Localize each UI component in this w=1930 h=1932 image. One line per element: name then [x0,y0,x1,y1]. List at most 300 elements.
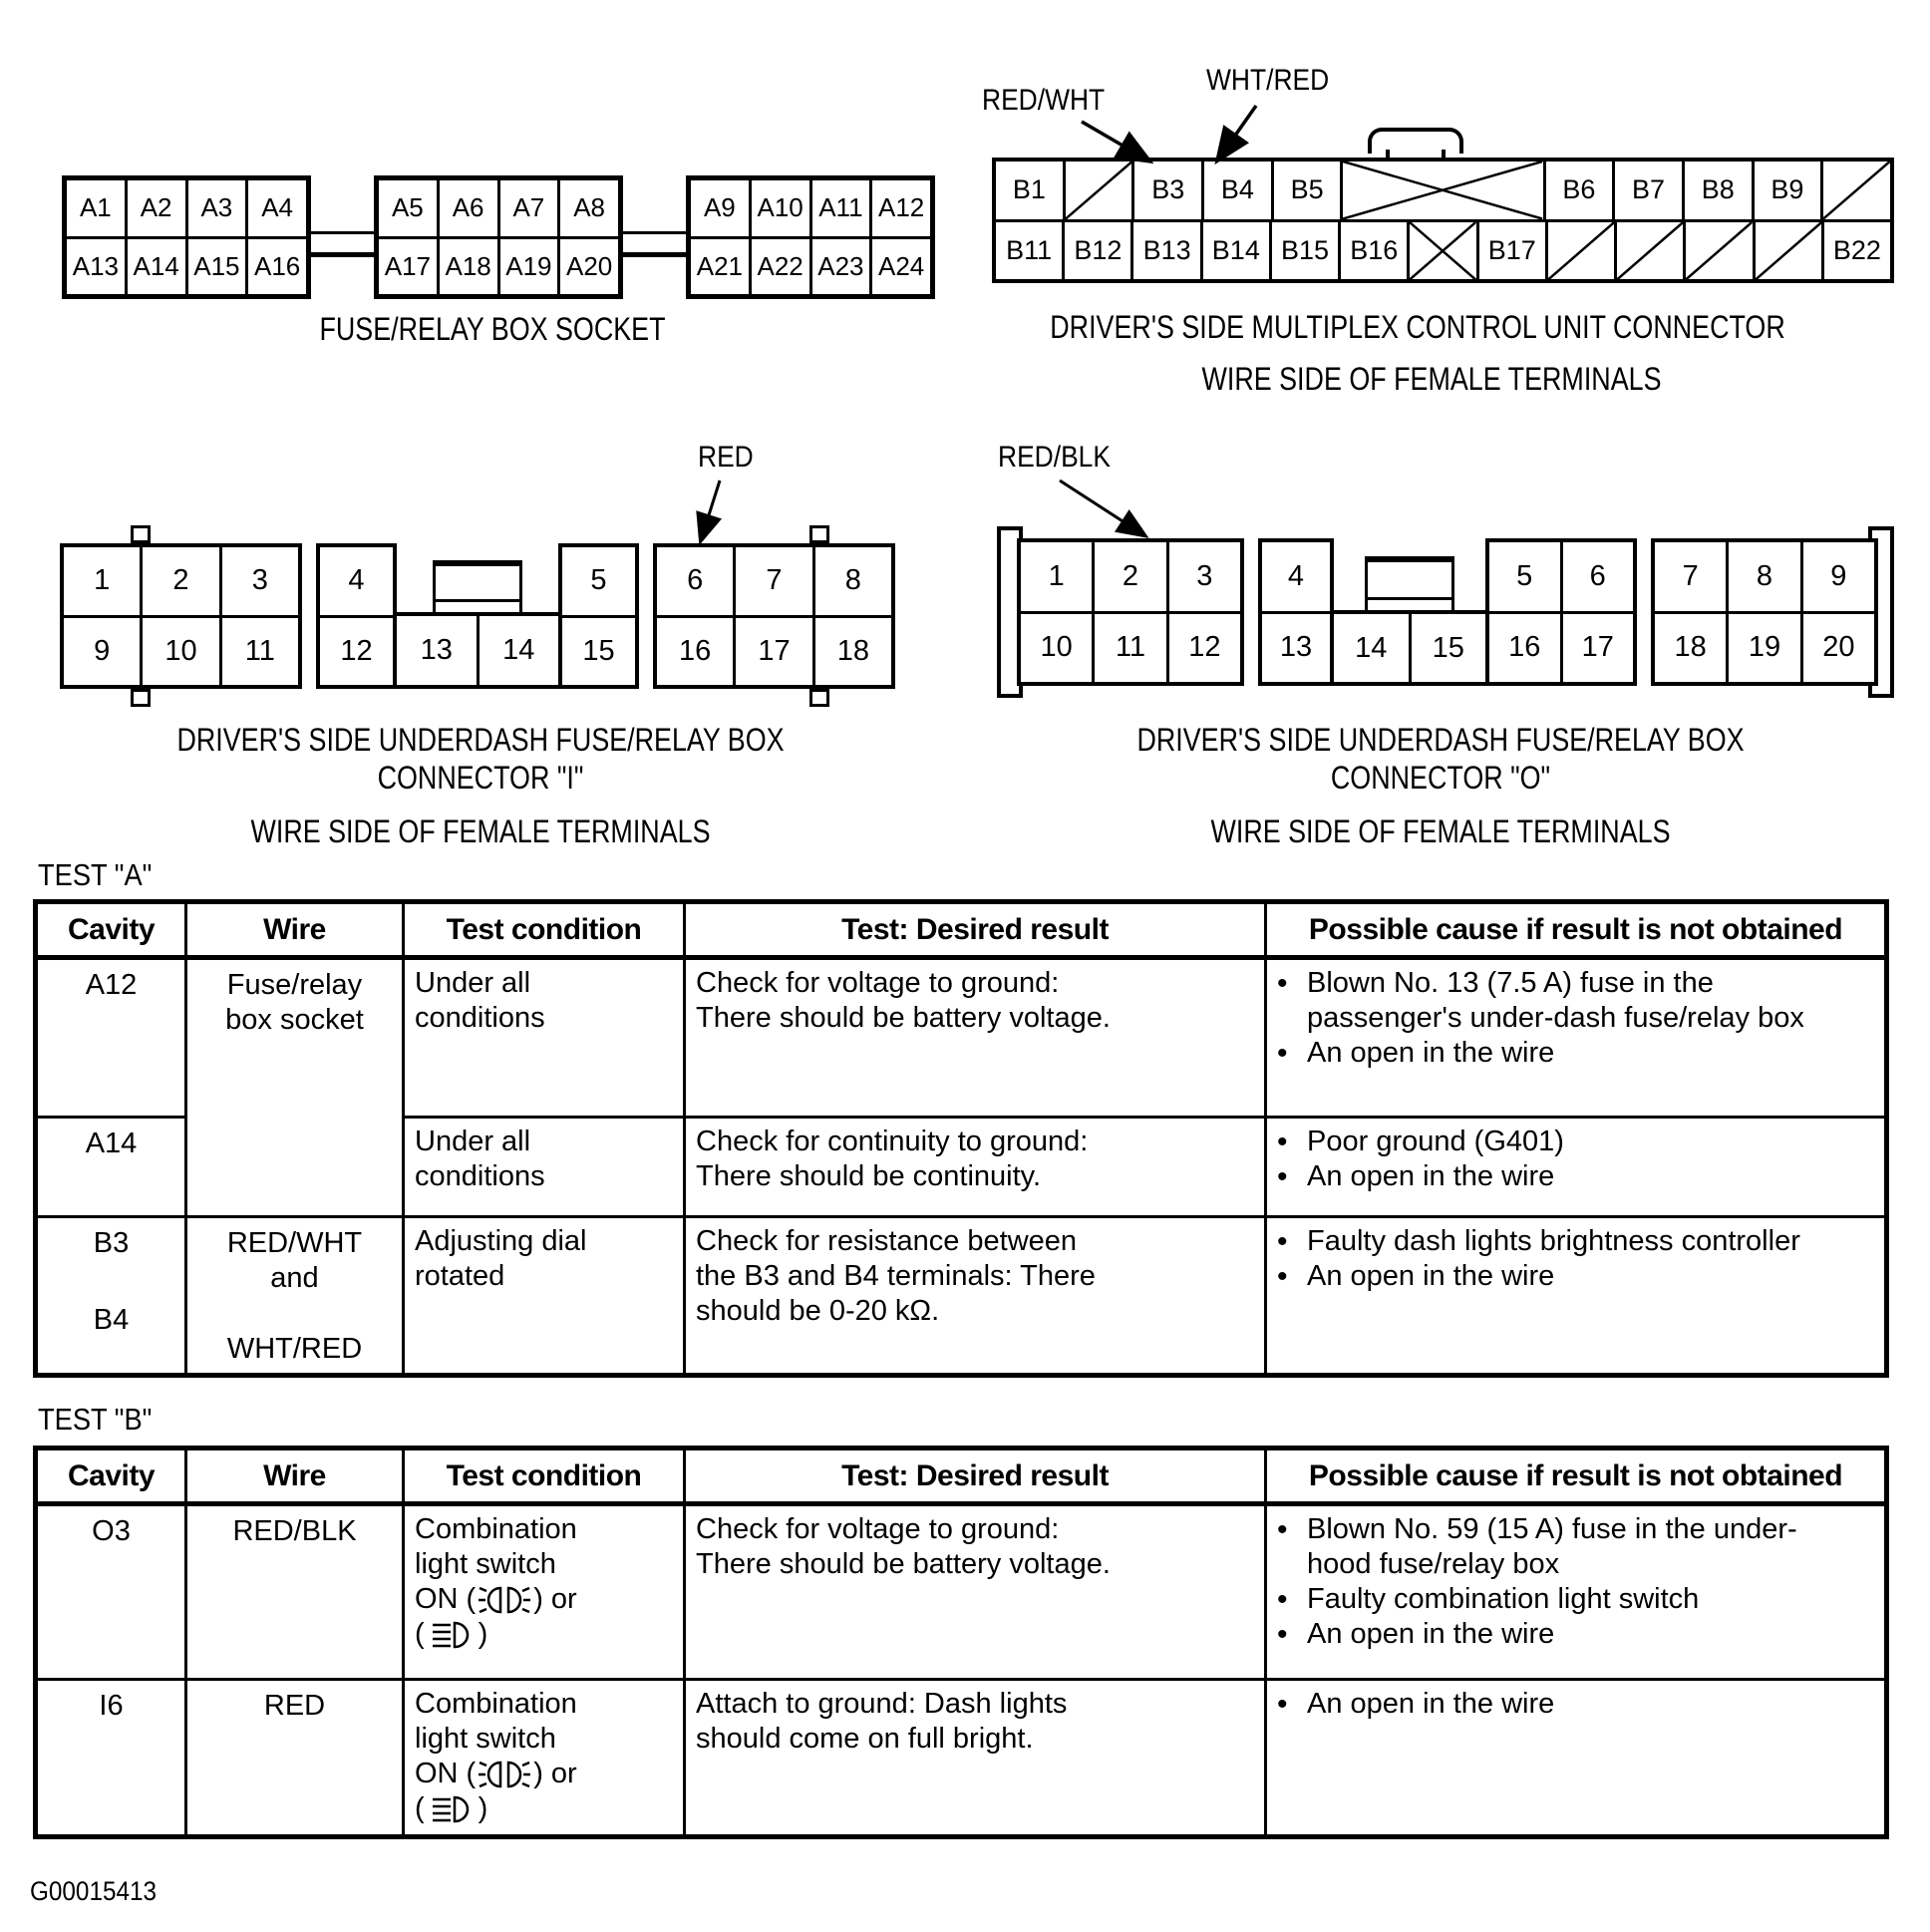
connector-i-block-d [653,543,895,689]
pin-cell [1062,222,1130,280]
cause-text: An open in the wire [1307,1688,1555,1720]
pin-cell [1092,542,1165,611]
text-line: There should be battery voltage. [696,1002,1111,1034]
cavity-cell: A12 [36,958,186,1118]
cause-item [1277,1582,1824,1617]
block-link-line [621,252,688,257]
wire-label-red-blk: RED/BLK [998,441,1111,474]
pin-cell [657,547,733,615]
result-cell [685,1680,1266,1837]
pin-cell [140,547,218,615]
pin-cell [397,616,477,685]
wire-cell [186,958,404,1217]
table-row-i6 [36,1680,1887,1837]
pin-cell [1489,542,1560,611]
pin-cell [1271,161,1341,219]
cavity-top-label: B3 [93,1227,130,1259]
wire-label-red: RED [698,441,754,474]
parking-lights-icon [478,1585,531,1615]
text-line: Adjusting dial [415,1225,587,1257]
pin-label: B15 [1281,234,1330,265]
pin-label: 10 [1040,631,1073,664]
fuse-box-socket-block-2 [374,175,623,299]
pin-label: A10 [757,192,804,223]
pin-label: A13 [72,250,119,281]
text-line: should be 0-20 kΩ. [696,1295,940,1327]
bullet-icon: • [1277,1583,1288,1616]
result-cell [685,1118,1266,1217]
pin-cell [437,180,497,236]
text-line: There should be continuity. [696,1160,1042,1192]
pin-cell [185,180,246,236]
pin-cell [219,547,298,615]
pin-cell [733,618,811,686]
pin-cell [1021,614,1092,683]
pin-label: 7 [1682,559,1699,592]
bullet-icon: • [1277,1618,1288,1651]
pin-label: B13 [1142,234,1191,265]
pin-label: B5 [1290,174,1324,205]
cause-item [1277,1125,1824,1159]
connector-i-tab [131,525,151,543]
pin-cell [809,180,870,236]
pin-row [1655,611,1874,683]
connector-o-key [1365,556,1454,613]
cause-text: Faulty dash lights brightness controller [1307,1225,1800,1257]
pin-label: A18 [445,250,491,281]
pin-cell [437,239,497,295]
pin-label: B12 [1074,234,1123,265]
cavity-cell: O3 [36,1504,186,1680]
condition-line: Combination [415,1688,577,1720]
pin-label: A5 [391,192,424,223]
condition-line: ON ( ) or [415,1758,577,1789]
pin-label: 13 [420,634,453,666]
condition-cell [404,1217,685,1376]
condition-cell [404,1118,685,1217]
pin-cell [812,547,891,615]
pin-label: A15 [193,250,240,281]
block-link-line [309,252,376,257]
cause-text: An open in the wire [1307,1618,1555,1650]
wire-cell: RED/BLK [186,1504,404,1680]
pin-label: 4 [348,564,365,597]
pin-label: 11 [1115,631,1146,664]
red-blk-arrow [1060,481,1144,535]
condition-line: light switch [415,1548,556,1580]
col-header-cavity: Cavity [36,1449,186,1504]
pin-cell [1800,542,1874,611]
bullet-icon: • [1277,967,1288,1000]
pin-cell [1560,542,1634,611]
block-link-line [621,231,688,234]
crossed-out-mark [1343,161,1542,219]
connector-i-block-c [558,543,639,689]
unused-pin-cell [1340,161,1542,219]
pin-cell [1655,614,1726,683]
pin-label: 15 [1432,631,1464,664]
cause-text: An open in the wire [1307,1160,1555,1192]
cause-cell [1266,1217,1887,1376]
headlights-icon [427,1620,477,1650]
pin-row [64,615,298,686]
unused-pin-cell [1820,161,1890,219]
condition-line: ( ) [415,1618,488,1650]
connector-i-block-a [60,543,302,689]
wire-label-wht-red: WHT/RED [1206,64,1330,97]
pin-cell [477,616,559,685]
pin-row [64,547,298,615]
pin-row [1262,611,1330,683]
red-arrow [701,481,720,540]
pin-cell [1752,161,1821,219]
wht-red-arrow [1218,106,1256,160]
pin-label: 14 [502,634,535,666]
condition-line: ON ( ) or [415,1583,577,1615]
cause-cell [1266,1118,1887,1217]
pin-cell [67,239,125,295]
multiplex-caption-line2: WIRE SIDE OF FEMALE TERMINALS [1201,361,1662,397]
pin-row [320,547,393,615]
pin-label: A6 [452,192,484,223]
pin-row [67,236,306,295]
pin-cell [1476,222,1545,280]
pin-label: A16 [253,250,301,281]
pin-cell [1726,542,1799,611]
pin-label: A24 [877,250,925,281]
connector-o-block-c [1485,538,1637,686]
connector-i-tab [131,689,151,707]
unused-pin-cell [1407,222,1475,280]
pin-cell [245,239,306,295]
pin-label: A4 [261,192,294,223]
pin-label: A1 [79,192,112,223]
test-b-table [33,1446,1889,1839]
text-line: Check for continuity to ground: [696,1126,1089,1157]
pin-label: B8 [1701,174,1735,205]
pin-cell [557,180,618,236]
connector-o-block-b [1258,538,1334,686]
cause-text: An open in the wire [1307,1037,1555,1069]
table-row-b3-b4 [36,1217,1887,1376]
col-header-cavity: Cavity [36,902,186,958]
col-header-cause: Possible cause if result is not obtained [1266,902,1887,958]
fuse-box-socket-caption: FUSE/RELAY BOX SOCKET [319,311,666,347]
condition-line: Combination [415,1513,577,1545]
red-wht-arrow [1082,122,1148,161]
text-line: rotated [415,1260,505,1292]
connector-o-caption-line3: WIRE SIDE OF FEMALE TERMINALS [1210,813,1671,849]
pin-cell [809,239,870,295]
text-line: There should be battery voltage. [696,1548,1111,1580]
pin-cell [733,547,811,615]
cause-item [1277,1159,1824,1194]
connector-i-caption-line1: DRIVER'S SIDE UNDERDASH FUSE/RELAY BOX [176,722,785,758]
condition-line: ( ) [415,1792,488,1824]
connector-i-tab [809,525,829,543]
cause-text: An open in the wire [1307,1260,1555,1292]
pin-cell [140,618,218,686]
pin-cell [219,618,298,686]
bullet-icon: • [1277,1225,1288,1258]
pin-cell [320,618,393,686]
pin-label: 16 [1508,631,1541,664]
connector-i-notch-cells [397,612,558,689]
cause-text: Blown No. 59 (15 A) fuse in the under-hood fuse/relay box [1307,1513,1797,1580]
cause-cell [1266,1680,1887,1837]
pin-cell [1092,614,1165,683]
cavity-cell [36,1217,186,1376]
pin-cell [1489,614,1560,683]
pin-cell [749,180,809,236]
connector-o-block-a [1017,538,1244,686]
col-header-condition: Test condition [404,1449,685,1504]
pin-cell [497,180,558,236]
pin-row [1262,542,1330,611]
pin-cell [64,618,140,686]
pin-cell [1201,161,1271,219]
pin-cell [1612,161,1682,219]
cause-cell [1266,958,1887,1118]
pin-label: 16 [679,634,712,667]
pin-cell [1821,222,1890,280]
test-b-title: TEST "B" [38,1402,153,1437]
slash-mark [1686,222,1752,280]
pin-row [691,180,930,236]
pin-label: 20 [1822,631,1855,664]
pin-label: B1 [1012,174,1046,205]
connector-i-key [433,560,522,615]
pin-cell [557,239,618,295]
connector-i-tab [809,689,829,707]
pin-cell [1543,161,1613,219]
pin-row [320,615,393,686]
pin-cell [1269,222,1338,280]
cause-item [1277,966,1824,1036]
bullet-icon: • [1277,1126,1288,1158]
col-header-result: Test: Desired result [685,902,1266,958]
pin-label: A22 [757,250,804,281]
text-line: Fuse/relay [226,969,363,1001]
text-line: box socket [225,1004,364,1036]
pin-label: 2 [1122,559,1139,592]
table-row-a12 [36,958,1887,1118]
pin-label: A19 [505,250,552,281]
pin-cell [812,618,891,686]
multiplex-caption-line1: DRIVER'S SIDE MULTIPLEX CONTROL UNIT CONNECTOR [1050,309,1785,345]
text-line: conditions [415,1002,545,1034]
pin-label: 1 [94,564,111,597]
pin-label: A21 [696,250,743,281]
pin-label: 17 [1581,631,1614,664]
pin-label: B22 [1832,234,1881,265]
fuse-box-socket-block-3 [686,175,935,299]
pin-row [67,180,306,236]
condition-cell [404,1504,685,1680]
pin-label: B16 [1350,234,1399,265]
cause-item [1277,1036,1824,1071]
block-link-line [309,231,376,234]
cause-item [1277,1687,1824,1722]
fuse-box-socket-block-1 [62,175,311,299]
wire-label-red-wht: RED/WHT [982,84,1106,117]
pin-label: 17 [758,634,791,667]
connector-i-caption-line2: CONNECTOR "I" [377,760,584,796]
pin-label: 14 [1355,631,1388,664]
pin-label: A3 [200,192,233,223]
pin-label: B11 [1006,234,1053,265]
pin-label: 2 [172,564,189,597]
pin-row [562,615,635,686]
pin-cell [869,180,930,236]
pin-cell [562,618,635,686]
text-line: Check for resistance between [696,1225,1078,1257]
pin-cell [749,239,809,295]
pin-label: 18 [1674,631,1707,664]
pin-label: B3 [1151,174,1185,205]
pin-label: 8 [1756,559,1773,592]
connector-i-block-b [316,543,397,689]
cause-text: Blown No. 13 (7.5 A) fuse in the passenger's under-dash fuse/relay box [1307,967,1804,1034]
pin-cell [691,180,749,236]
bullet-icon: • [1277,1513,1288,1546]
text-line: conditions [415,1160,545,1192]
pin-cell [185,239,246,295]
pin-label: 3 [1196,559,1213,592]
pin-cell [1334,614,1409,682]
pin-label: A7 [512,192,545,223]
unused-pin-cell [1753,222,1821,280]
pin-cell [125,180,185,236]
connector-o-notch-cells [1334,610,1485,686]
headlights-icon [427,1794,477,1824]
pin-row [1655,542,1874,611]
multiplex-connector-diagram [992,158,1894,283]
pin-label: 9 [94,634,111,667]
unused-pin-cell [1063,161,1132,219]
pin-cell [497,239,558,295]
pin-row [379,180,618,236]
crossed-out-mark [1410,222,1475,280]
pin-row [562,547,635,615]
pin-row [1021,542,1240,611]
pin-cell [657,618,733,686]
wire-cell [186,1217,404,1376]
bullet-icon: • [1277,1260,1288,1293]
cause-text: Faulty combination light switch [1307,1583,1700,1615]
pin-label: B14 [1211,234,1260,265]
text-line: Check for voltage to ground: [696,967,1060,999]
slash-mark [1548,222,1614,280]
parking-lights-icon [478,1760,531,1789]
pin-row [1489,542,1633,611]
text-line: Check for voltage to ground: [696,1513,1060,1545]
cause-item [1277,1512,1824,1582]
test-a-header-row [36,902,1887,958]
pin-cell [379,239,437,295]
text-line: Attach to ground: Dash lights [696,1688,1068,1720]
pin-cell [1560,614,1634,683]
slash-mark [1617,222,1683,280]
pin-cell [1200,222,1269,280]
pin-cell [996,222,1062,280]
pin-cell [1262,614,1330,683]
unused-pin-cell [1545,222,1614,280]
slash-mark [1823,161,1890,219]
cause-item [1277,1259,1824,1294]
pin-label: 10 [164,634,197,667]
pin-label: 12 [340,634,373,667]
pin-cell [1409,614,1486,682]
pin-label: B6 [1562,174,1596,205]
multiplex-top-row [996,161,1890,219]
pin-label: 9 [1830,559,1847,592]
pin-row [1021,611,1240,683]
pin-cell [1338,222,1407,280]
cause-item [1277,1617,1824,1652]
pin-cell [1726,614,1799,683]
pin-label: B17 [1487,234,1536,265]
pin-label: A11 [818,192,863,223]
pin-cell [1682,161,1752,219]
pin-row [379,236,618,295]
connector-i-caption-line3: WIRE SIDE OF FEMALE TERMINALS [250,813,711,849]
pin-label: 5 [1516,559,1533,592]
pin-label: A14 [133,250,179,281]
wire-cell: RED [186,1680,404,1837]
cavity-bottom-label: B4 [93,1304,130,1336]
pin-cell [1800,614,1874,683]
bullet-icon: • [1277,1160,1288,1193]
pin-cell [1130,222,1199,280]
pin-cell [1655,542,1726,611]
pin-label: 5 [590,564,607,597]
pin-label: A20 [565,250,613,281]
col-header-condition: Test condition [404,902,685,958]
text-line: the B3 and B4 terminals: There [696,1260,1096,1292]
pin-label: 7 [766,564,783,597]
pin-cell [125,239,185,295]
pin-cell [1131,161,1201,219]
pin-label: 8 [844,564,861,597]
cavity-cell: I6 [36,1680,186,1837]
pin-label: B9 [1770,174,1804,205]
pin-cell [869,239,930,295]
pin-cell [1166,542,1240,611]
result-cell [685,958,1266,1118]
pin-label: 15 [582,634,615,667]
cause-item [1277,1224,1824,1259]
condition-cell [404,958,685,1118]
cavity-cell: A14 [36,1118,186,1217]
pin-cell [1262,542,1330,611]
pin-label: A12 [877,192,925,223]
test-b-header-row [36,1449,1887,1504]
pin-label: A17 [384,250,431,281]
bullet-icon: • [1277,1688,1288,1721]
pin-cell [245,180,306,236]
pin-label: 4 [1287,559,1305,592]
pin-cell [1021,542,1092,611]
text-line: Under all [415,1126,531,1157]
pin-label: 18 [836,634,869,667]
slash-mark [1756,222,1821,280]
cause-text: Poor ground (G401) [1307,1126,1564,1157]
pin-cell [379,180,437,236]
connector-o-caption-line2: CONNECTOR "O" [1330,760,1551,796]
pin-label: A2 [140,192,172,223]
col-header-wire: Wire [186,1449,404,1504]
